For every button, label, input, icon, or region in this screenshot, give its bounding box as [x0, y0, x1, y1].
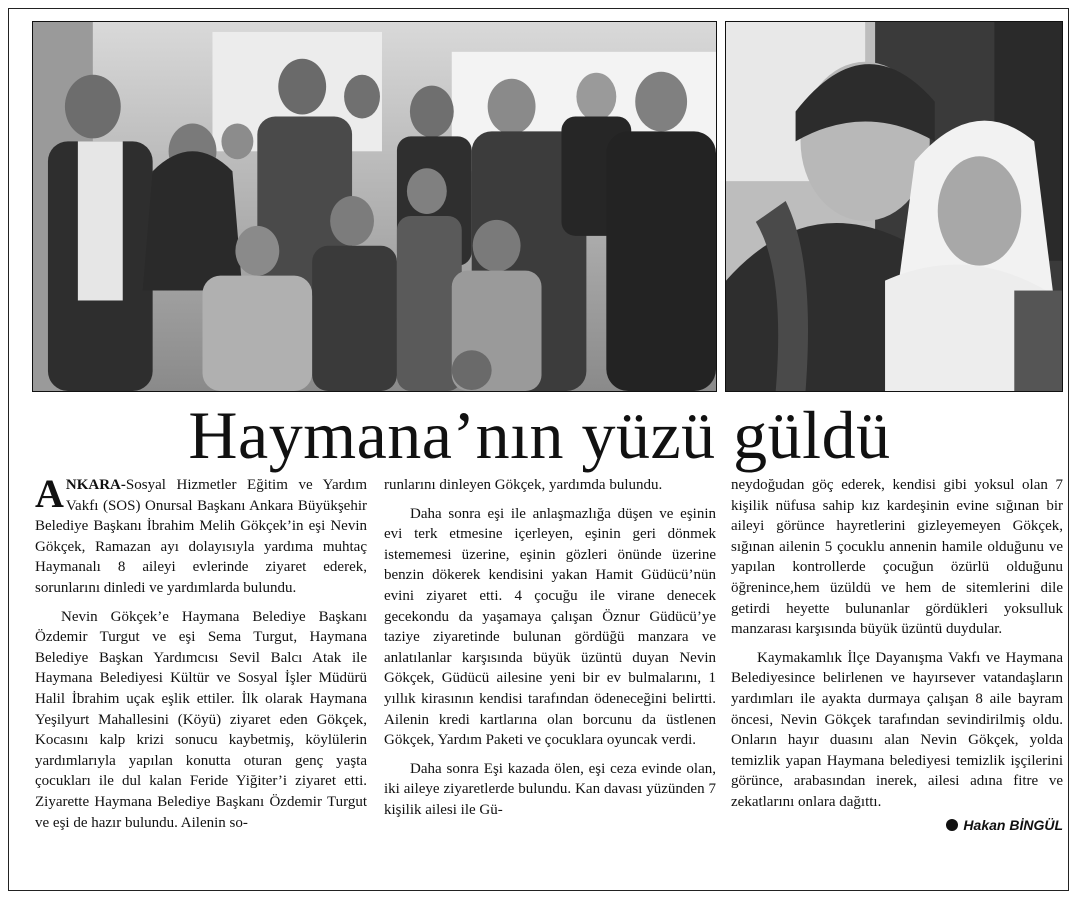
paragraph: Kaymakamlık İlçe Dayanışma Vakfı ve Haymana Belediyesince belirlenen ve hayırsever vatandaşların yardımları ile ayakta durmaya çalışan 8 aile bayram öncesi, Nevin Gökçek tarafından sevindirilmiş oldu. Onların hayır duasını alan Nevin Gökçek, yolda temizlik yapan Haymana belediyesi temizlik işçilerini görünce, arabasından inerek, ailesi adına fitre ve zekatlarını onlara dağıttı.	[731, 649, 1063, 810]
newspaper-clipping	[8, 8, 1069, 891]
group-photo	[32, 21, 717, 392]
article-column-3	[731, 475, 1063, 835]
portrait-photo-image	[726, 22, 1062, 391]
group-photo-image	[33, 22, 716, 391]
article-column-2	[384, 475, 716, 821]
article-column-1	[35, 471, 367, 833]
portrait-photo	[725, 21, 1063, 392]
paragraph: Daha sonra Eşi kazada ölen, eşi ceza evinde olan, iki aileye ziyaretlerde bulundu. Kan davası yüzünden 7 kişilik ailesi ile Gü-	[384, 760, 716, 818]
paragraph: runlarını dinleyen Gökçek, yardımda bulundu.	[384, 477, 663, 493]
dateline: NKARA-	[65, 477, 126, 493]
bullet-icon	[946, 819, 958, 831]
paragraph: Nevin Gökçek’e Haymana Belediye Başkanı Özdemir Turgut ve eşi Sema Turgut, Haymana Belediye Başkan Yardımcısı Sevil Balcı Atak ile Haymana Belediyesi Kültür ve Sosyal İşler Müdürü Halil İbrahim uçak eşlik ettiler. İlk olarak Haymana Yeşilyurt Mahallesini (Köyü) ziyaret eden Gökçek, Kocasını kalp krizi sonucu kaybetmiş, köylülerin yardımlarıyla yapılan konutta oturan genç yaşta çocukları ile dul kalan Feride Yiğiter’i ziyaret etti. Ziyarette Haymana Belediye Başkanı Özdemir Turgut ve eşi de hazır bulundu. Ailenin so-	[35, 608, 367, 831]
dropcap: A	[35, 471, 64, 516]
paragraph-text: Sosyal Hizmetler Eğitim ve Yardım Vakfı (SOS) Onursal Başkanı Ankara Büyükşehir Belediye Başkanı İbrahim Melih Gökçek’in eşi Nevin Gökçek, Ramazan ayı dolayısıyla yardıma muhtaç Haymanalı 8 aileyi evlerinde ziyaret ederek, sorunlarını dinledi ve yardımlarda bulundu.	[35, 477, 367, 596]
byline-name: Hakan BİNGÜL	[963, 816, 1063, 833]
paragraph	[35, 471, 367, 599]
byline	[731, 815, 1063, 836]
paragraph: neydoğudan göç ederek, kendisi gibi yoksul olan 7 kişilik nüfusa sahip kız kardeşinin evine sığınan bir aileyi görünce hayretlerini gizleyemeyen Gökçek, sığınan ailenin 5 çocuklu annenin hamile olduğunu ve yapılan kontrollerde çocuğun özürlü olduğunu öğrenince,hem üzüldü ve hem de sitemlerini dile getirdi heyette bulunanlar gördükleri yoksulluk manzarası karşısında büyük üzüntü duydular.	[731, 477, 1063, 638]
headline: Haymana’nın yüzü güldü	[188, 397, 891, 473]
paragraph: Daha sonra eşi ile anlaşmazlığa düşen ve eşinin evi terk etmesine içerleyen, eşinin geri dönmek istememesi üzerine, eşinin gözleri önünde üzerine benzin dökerek kendisini yakan Hamit Güdücü’nün evini ziyaret etti. 4 çocuğu ile virane denecek gecekondu da yaşamaya çalışan Öznur Güdücü’ye taziye ziyaretinde bulunan gördüğü manzara ve anlatılanlar karşısında büyük üzüntü duyan Nevin Gökçek, Güdücü ailesine yeni bir ev bulmalarını, 1 yıllık kirasının kendisi tarafından ödeneceğini belirtti. Ailenin kredi kartlarına olan borcunu da üstlenen Gökçek, Yardım Paketi ve çocuklara oyuncak verdi.	[384, 505, 716, 749]
